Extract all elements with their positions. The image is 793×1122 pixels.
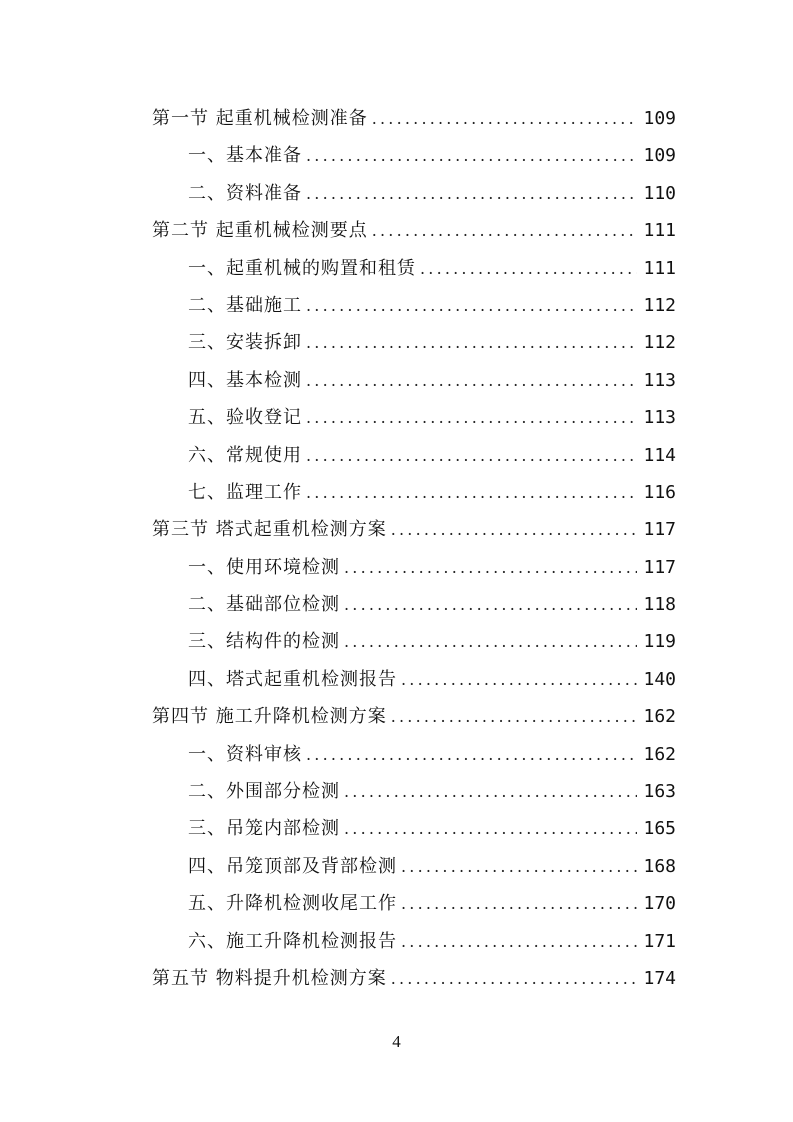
toc-entry-page-number: 109 [643,108,676,129]
toc-subsection-entry[interactable] [152,437,676,474]
toc-entry-page-number: 168 [643,855,676,877]
toc-section-entry[interactable] [152,960,676,997]
toc-entry-page-number: 140 [643,668,676,690]
toc-entry-label: 第五节 物料提升机检测方案 [152,967,387,989]
toc-dot-leader [306,474,637,511]
toc-subsection-entry[interactable] [152,773,676,810]
toc-entry-page-number: 117 [643,519,676,541]
toc-entry-label: 四、吊笼顶部及背部检测 [188,855,397,877]
toc-subsection-entry[interactable] [152,175,676,212]
page-number: 4 [392,1032,401,1051]
toc-dot-leader [306,287,637,324]
toc-dot-leader [401,661,637,698]
toc-entry-page-number: 113 [643,407,676,429]
toc-dot-leader [306,137,637,174]
toc-subsection-entry[interactable] [152,549,676,586]
toc-entry-page-number: 163 [643,781,676,803]
toc-entry-page-number: 111 [643,257,676,279]
toc-entry-label: 三、吊笼内部检测 [188,818,340,840]
toc-subsection-entry[interactable] [152,250,676,287]
toc-entry-page-number: 111 [643,220,676,242]
toc-dot-leader [401,848,637,885]
toc-subsection-entry[interactable] [152,474,676,511]
toc-section-entry[interactable] [152,100,676,137]
toc-entry-label: 六、施工升降机检测报告 [188,930,397,952]
toc-entry-label: 五、升降机检测收尾工作 [188,893,397,915]
toc-entry-label: 三、结构件的检测 [188,631,340,653]
toc-dot-leader [401,923,637,960]
toc-entry-label: 一、资料审核 [188,743,302,765]
toc-entry-label: 二、资料准备 [188,182,302,204]
toc-subsection-entry[interactable] [152,623,676,660]
toc-entry-page-number: 118 [643,594,676,616]
toc-subsection-entry[interactable] [152,810,676,847]
toc-entry-label: 二、基础施工 [188,294,302,316]
toc-dot-leader [306,175,637,212]
toc-entry-label: 六、常规使用 [188,444,302,466]
toc-subsection-entry[interactable] [152,137,676,174]
toc-dot-leader [344,623,637,660]
toc-entry-label: 一、使用环境检测 [188,556,340,578]
toc-entry-label: 七、监理工作 [188,481,302,503]
toc-entry-page-number: 162 [643,706,676,728]
toc-entry-page-number: 112 [643,294,676,316]
toc-entry-page-number: 162 [643,743,676,765]
toc-dot-leader [306,437,637,474]
toc-entry-label: 第三节 塔式起重机检测方案 [152,519,387,541]
toc-dot-leader [344,810,637,847]
toc-entry-page-number: 113 [643,369,676,391]
toc-entry-page-number: 109 [643,145,676,167]
toc-dot-leader [391,960,638,997]
toc-dot-leader [306,736,637,773]
toc-entry-label: 一、起重机械的购置和租赁 [188,257,416,279]
toc-section-entry[interactable] [152,511,676,548]
toc-subsection-entry[interactable] [152,848,676,885]
toc-entry-page-number: 119 [643,631,676,653]
toc-entry-label: 二、基础部位检测 [188,594,340,616]
toc-entry-page-number: 171 [643,930,676,952]
toc-entry-label: 一、基本准备 [188,145,302,167]
toc-section-entry[interactable] [152,212,676,249]
toc-dot-leader [401,885,637,922]
toc-dot-leader [372,212,638,249]
toc-entry-page-number: 114 [643,444,676,466]
toc-subsection-entry[interactable] [152,362,676,399]
table-of-contents [152,100,676,997]
toc-entry-label: 四、基本检测 [188,369,302,391]
toc-entry-label: 四、塔式起重机检测报告 [188,668,397,690]
toc-subsection-entry[interactable] [152,923,676,960]
toc-entry-page-number: 116 [643,481,676,503]
toc-entry-page-number: 110 [643,182,676,204]
toc-dot-leader [306,324,637,361]
toc-section-entry[interactable] [152,698,676,735]
toc-subsection-entry[interactable] [152,885,676,922]
toc-subsection-entry[interactable] [152,287,676,324]
toc-entry-label: 第一节 起重机械检测准备 [152,108,368,129]
toc-dot-leader [306,399,637,436]
toc-entry-page-number: 170 [643,893,676,915]
toc-subsection-entry[interactable] [152,736,676,773]
toc-dot-leader [344,549,637,586]
toc-entry-label: 第四节 施工升降机检测方案 [152,706,387,728]
toc-subsection-entry[interactable] [152,399,676,436]
toc-dot-leader [344,773,637,810]
toc-entry-label: 二、外围部分检测 [188,781,340,803]
toc-entry-label: 三、安装拆卸 [188,332,302,354]
toc-subsection-entry[interactable] [152,661,676,698]
toc-dot-leader [420,250,637,287]
toc-entry-label: 五、验收登记 [188,407,302,429]
toc-entry-page-number: 174 [643,967,676,989]
toc-subsection-entry[interactable] [152,586,676,623]
toc-dot-leader [372,100,638,137]
toc-subsection-entry[interactable] [152,324,676,361]
toc-dot-leader [306,362,637,399]
toc-entry-page-number: 112 [643,332,676,354]
toc-dot-leader [391,511,638,548]
toc-dot-leader [344,586,637,623]
toc-dot-leader [391,698,638,735]
toc-entry-label: 第二节 起重机械检测要点 [152,220,368,242]
toc-entry-page-number: 117 [643,556,676,578]
toc-entry-page-number: 165 [643,818,676,840]
